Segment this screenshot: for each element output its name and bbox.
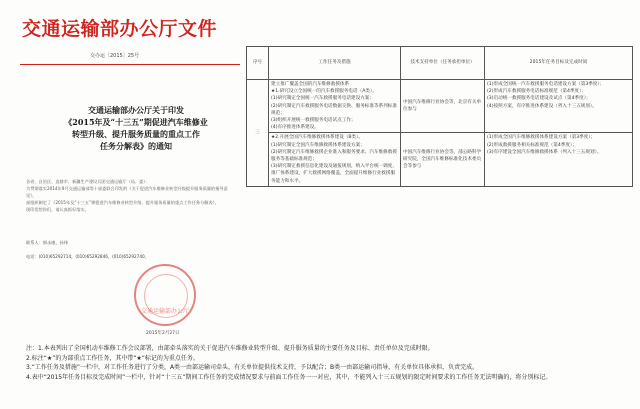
contact-line: 联系人：郭永康，孙伟 (26, 240, 68, 245)
target-line: (1)形成全国统一汽车救援服务电话建设方案（第3季度）； (487, 82, 605, 87)
body-line: 各省、自治区、直辖市、新疆生产建设兵团交通运输厅（局、委）： (26, 179, 150, 184)
row-seq: 三 (247, 80, 269, 187)
task-line: (4)有序推进体系建设。 (271, 125, 319, 131)
title-line: 《2015年及“十三五”期促进汽车维修业 (64, 117, 208, 127)
phone-line: 电话：(010)65292714，(010)65292846，(010)65292740。 (26, 254, 149, 259)
seal-text: 交通运输部办公厅 (140, 308, 189, 315)
task-line: (1)研究制定全国统一汽车救援服务电话建设方案； (271, 96, 374, 102)
unit-cell: 中国汽车维修行业协会等，北京有关单位参与 (401, 80, 485, 133)
footnote-line: 2.标注“★”的为部重点工作任务，其中带“★”标记的为重点任务。 (26, 354, 199, 362)
body-line: 为贯彻落实2014年9月交通运输部等十部委联合印发的《关于促进汽车维修业转型升级提升服务质量的指导意见》， (26, 186, 228, 198)
title-line: 任务分解表》的通知 (100, 141, 172, 151)
task-table-page (246, 46, 632, 336)
body-line: 现印发给你们，请认真抓好落实。 (26, 207, 89, 212)
document-number: 交办运〔2015〕25号 (90, 53, 140, 59)
target-line: (2)形成救援服务相关标准规范（第4季度）； (487, 142, 577, 148)
task-line: ★2.开展全国汽车维修救援体系建设（B类）。 (271, 135, 364, 141)
task-line: (3)组织开展统一救援服务电话试点工作； (271, 118, 356, 124)
header-seq: 序号 (247, 47, 269, 80)
issue-date: 2015年2月27日 (146, 331, 180, 336)
official-seal (134, 264, 196, 326)
task-line: (1)研究制定全国汽车维修救援体系建设方案； (271, 142, 365, 148)
unit-cell: 中国汽车维修行业协会等，部公路科学研究院，全国汽车维修标准化技术委员会等参与 (401, 133, 485, 186)
target-line: (3)有序建设全国汽车维修救援体系（列入十三五规划）。 (487, 149, 602, 155)
notice-body (26, 178, 234, 213)
table-header-row (247, 47, 633, 80)
masthead: 交通运输部办公厅文件 (22, 18, 218, 40)
footnotes (26, 344, 626, 382)
red-divider (20, 64, 240, 65)
notice-page (6, 8, 242, 338)
task-cell (269, 133, 401, 186)
task-line: (2)研究制定汽车救援服务电话数据交换、服务标准等系列标准规范； (271, 103, 397, 116)
footnote-line: 3.“工作任务及措施”一栏中，对工作任务进行了分类，A类一由部运输司牵头，有关单位提供技术支持，予以配合；B类一由部运输司指导，有关单位具体承担，负责完成。 (26, 364, 479, 371)
header-targets: 2015年任务目标及完成时间 (485, 47, 633, 80)
title-line: 交通运输部办公厅关于印发 (88, 105, 184, 115)
target-line: (4)按照方案，有序推进体系建设（列入十三五规划）。 (487, 103, 597, 109)
task-line: ★1.研究设立全国统一的汽车救援服务电话（A类）。 (271, 89, 377, 95)
task-line: 建立推广覆盖全国的汽车维修救援体系 (271, 82, 350, 87)
target-line: (1)形成全国汽车维修救援体系建设方案（第3季度）； (487, 135, 596, 141)
target-cell (485, 133, 633, 186)
table-row (247, 133, 633, 186)
body-line: 部组织制定了《2015年及“十三五”期促进汽车维修业转型升级、提升服务质量的重点工作任务分解表》， (26, 200, 219, 205)
task-cell (269, 80, 401, 133)
table-row (247, 80, 633, 133)
target-cell (485, 80, 633, 133)
title-line: 转型升级、提升服务质量的重点工作 (72, 129, 200, 139)
header-tasks: 工作任务及措施 (269, 47, 401, 80)
footnote-line: 4.表中“2015年任务目标及完成时间”一栏中，针对“十三五”期间工作任务的完成情况要求与前面工作任务一一对应，其中，不能列入十三五规划的限定时间要求的工作任务无法明确的，将分别标记。 (26, 373, 552, 381)
header-unit: 技术支持单位（任务承担单位） (401, 47, 485, 80)
task-line: (2)研究制定汽车维修救援企业准入和服务要求、汽车维修救援服务等基础标准规范； (271, 149, 397, 163)
notice-title (36, 104, 236, 152)
footnote-line: 注：1.本表列出了全国机动车维修工作会议部署，由部牵头落实的关于促进汽车维修业转型升级、提升服务质量的主要任务及目标、责任单位及完成时限。 (26, 345, 434, 352)
target-line: (3)启动统一救援服务电话建设及试点（第4季度）； (487, 96, 591, 102)
task-line: (3)研究制定救援信息化建设及通报规划，纳入平台统一调度，推广体系建设，扩大救援网络覆盖，全面提升维修行业救援服务能力和水平。 (271, 164, 397, 184)
task-table (246, 46, 633, 187)
target-line: (2)形成汽车救援服务电话标准规范（第4季度）； (487, 89, 587, 95)
